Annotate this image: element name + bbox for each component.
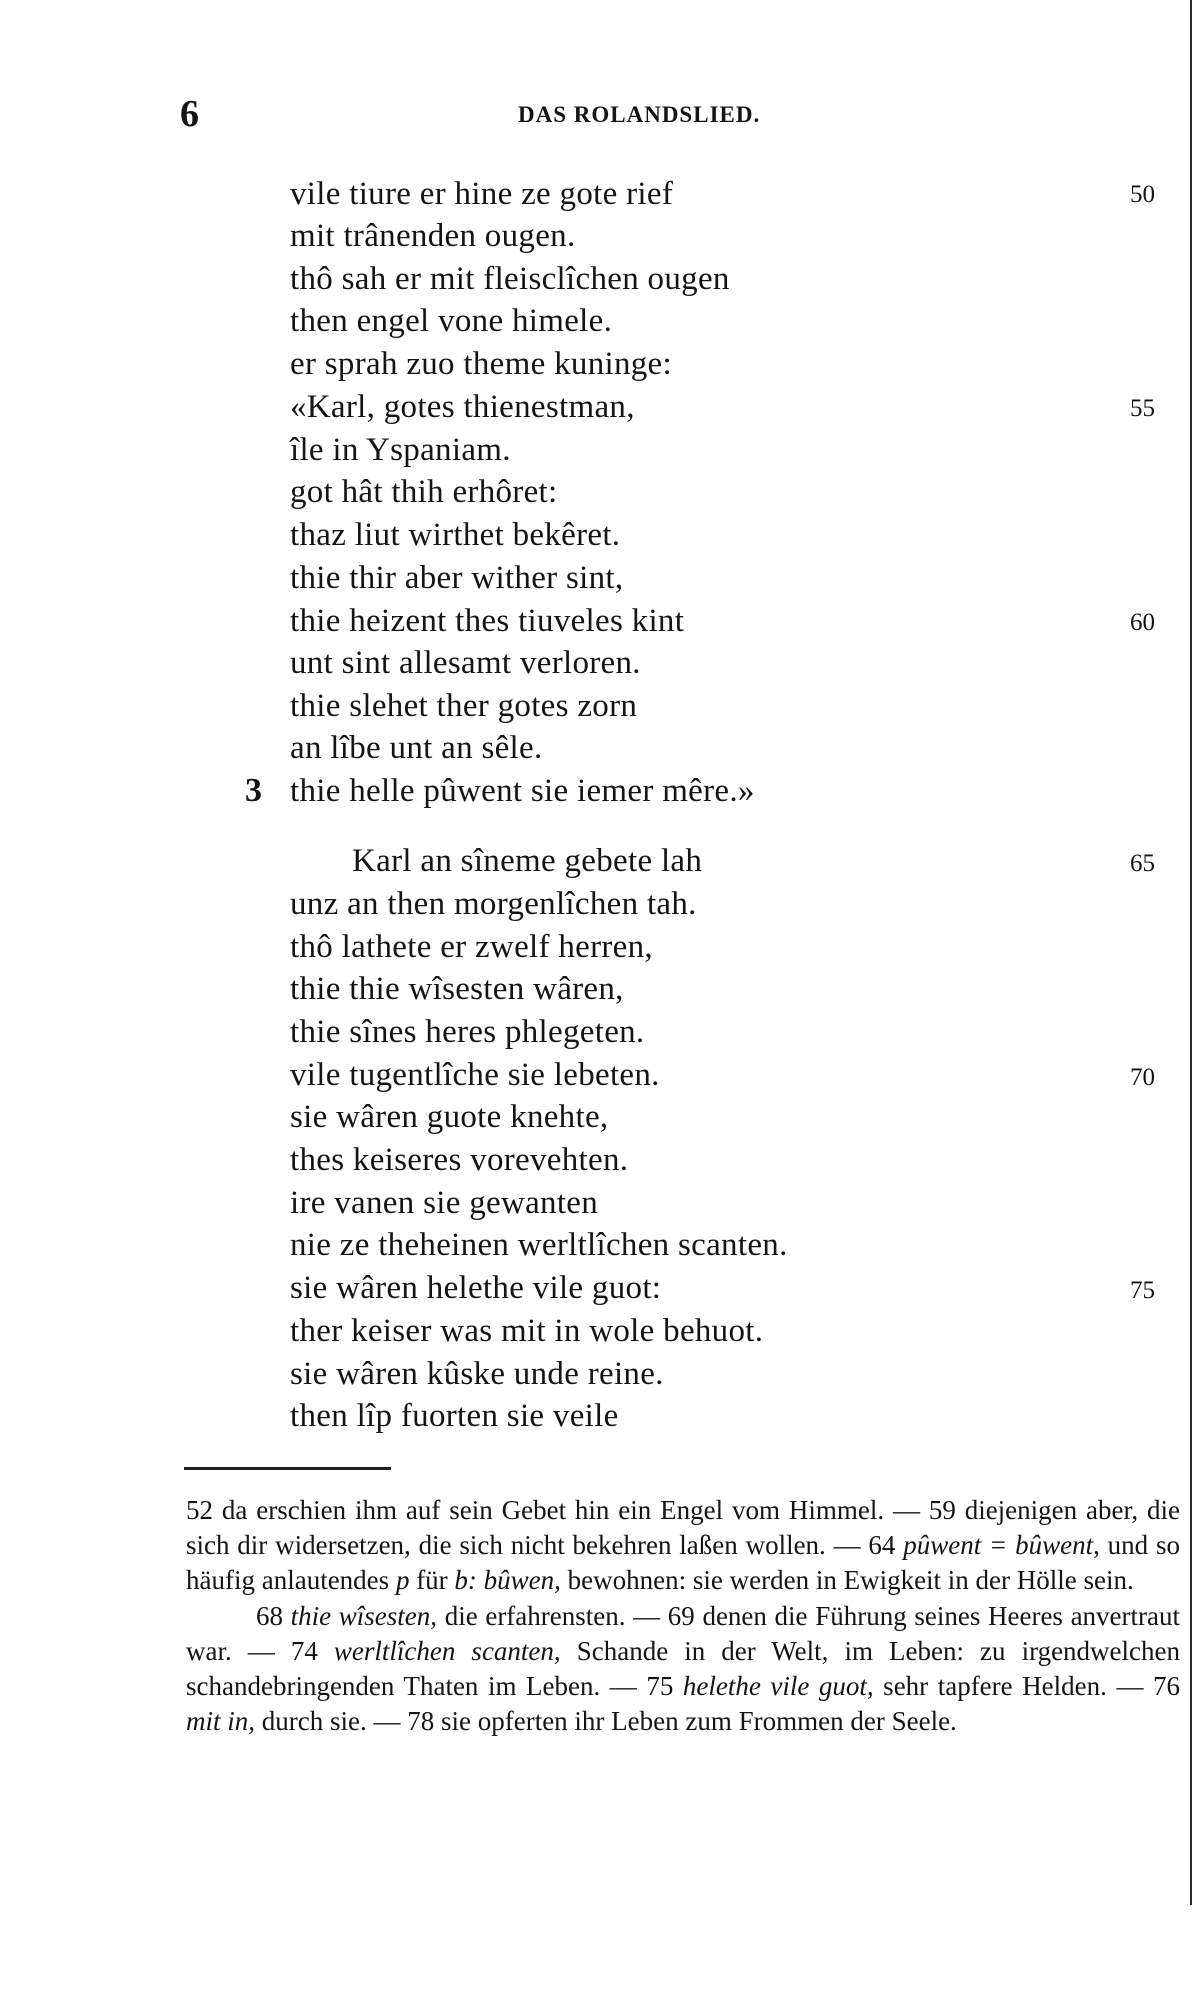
footnote-term: helethe vile guot,: [682, 1670, 874, 1701]
verse-line: er sprah zuo theme kuninge:: [290, 346, 672, 382]
footnote-term: werltlîchen scanten,: [333, 1636, 561, 1667]
page-number: 6: [180, 93, 199, 135]
footnote-text: 68: [256, 1601, 291, 1632]
verse-line: thie sînes heres phlegeten.: [290, 1014, 645, 1050]
running-title: DAS ROLANDSLIED.: [518, 102, 761, 127]
footnote-term: mit in,: [186, 1705, 256, 1736]
verse-line: mit trânenden ougen.: [290, 218, 576, 254]
verse-line: vile tugentlîche sie lebeten.: [290, 1057, 660, 1093]
footnote-text: 52 da erschien ihm auf sein Gebet hin ein Engel vom Himmel. — 59 diejenigen aber, die sich dir widersetzen, die sich nicht bekehren laßen wollen. — 64: [186, 1495, 1180, 1560]
footnotes: [186, 1493, 1180, 1741]
verse-line: unz an then morgenlîchen tah.: [290, 886, 697, 922]
footnote-separator: [184, 1467, 391, 1470]
footnote-text: bewohnen: sie werden in Ewigkeit in der Hölle sein.: [560, 1564, 1134, 1595]
footnote-text: Schande in der Welt, im Leben: zu irgendwelchen schandebringenden Thaten im Leben. — 75: [186, 1636, 1181, 1701]
verse-line: thes keiseres vorevehten.: [290, 1142, 629, 1178]
footnote-text: , und so häufig anlautendes: [186, 1529, 1180, 1595]
verse-line: île in Yspaniam.: [290, 432, 511, 468]
page-edge-rule: [1190, 0, 1192, 1905]
verse-line: thie slehet ther gotes zorn: [290, 688, 638, 724]
verse-line: thô sah er mit fleisclîchen ougen: [290, 261, 730, 297]
line-number: 70: [1130, 1064, 1155, 1091]
footnote-term: b: bûwen,: [454, 1564, 561, 1595]
verse-line: nie ze theheinen werltlîchen scanten.: [290, 1227, 788, 1263]
line-number: 75: [1130, 1277, 1155, 1304]
footnote-text: für: [409, 1564, 455, 1595]
footnote-term: p: [395, 1564, 410, 1595]
verse-line: thie heizent thes tiuveles kint: [290, 603, 685, 639]
verse-line: «Karl, gotes thienestman,: [290, 389, 635, 425]
footnote-term: thie wîsesten,: [290, 1601, 438, 1632]
footnote-text: sehr tapfere Helden. — 76: [873, 1670, 1180, 1701]
footnote-text: durch sie. — 78 sie opferten ihr Leben zum Frommen der Seele.: [255, 1705, 957, 1736]
verse-line: sie wâren kûske unde reine.: [290, 1356, 664, 1392]
verse-line: unt sint allesamt verloren.: [290, 645, 641, 681]
verse-line: ire vanen sie gewanten: [290, 1185, 599, 1221]
line-number: 55: [1130, 395, 1155, 422]
line-number: 50: [1130, 181, 1155, 208]
verse-line: got hât thih erhôret:: [290, 474, 558, 510]
footnote-paragraph: [186, 1599, 1180, 1738]
section-number: 3: [245, 772, 262, 809]
verse-line: thie thie wîsesten wâren,: [290, 971, 624, 1007]
verse-line: sie wâren guote knehte,: [290, 1099, 609, 1135]
verse-line: sie wâren helethe vile guot:: [290, 1270, 662, 1306]
verse-line: thô lathete er zwelf herren,: [290, 929, 653, 965]
line-number: 60: [1130, 609, 1155, 636]
verse-line: thaz liut wirthet bekêret.: [290, 517, 621, 553]
line-number: 65: [1130, 850, 1155, 877]
footnote-term: pûwent = bûwent: [903, 1529, 1094, 1560]
footnote-paragraph: [186, 1493, 1180, 1597]
verse-line: an lîbe unt an sêle.: [290, 730, 543, 766]
verse-line: vile tiure er hine ze gote rief: [290, 176, 674, 212]
verse-line: thie helle pûwent sie iemer mêre.»: [290, 773, 755, 809]
verse-line: then engel vone himele.: [290, 303, 613, 339]
verse-line: then lîp fuorten sie veile: [290, 1398, 619, 1434]
footnote-text: die erfahrensten. — 69 denen die Führung seines Heeres anvertraut war. — 74: [186, 1601, 1181, 1667]
verse-line: ther keiser was mit in wole behuot.: [290, 1313, 764, 1349]
verse-line: thie thir aber wither sint,: [290, 560, 624, 596]
verse-line: Karl an sîneme gebete lah: [352, 843, 703, 879]
